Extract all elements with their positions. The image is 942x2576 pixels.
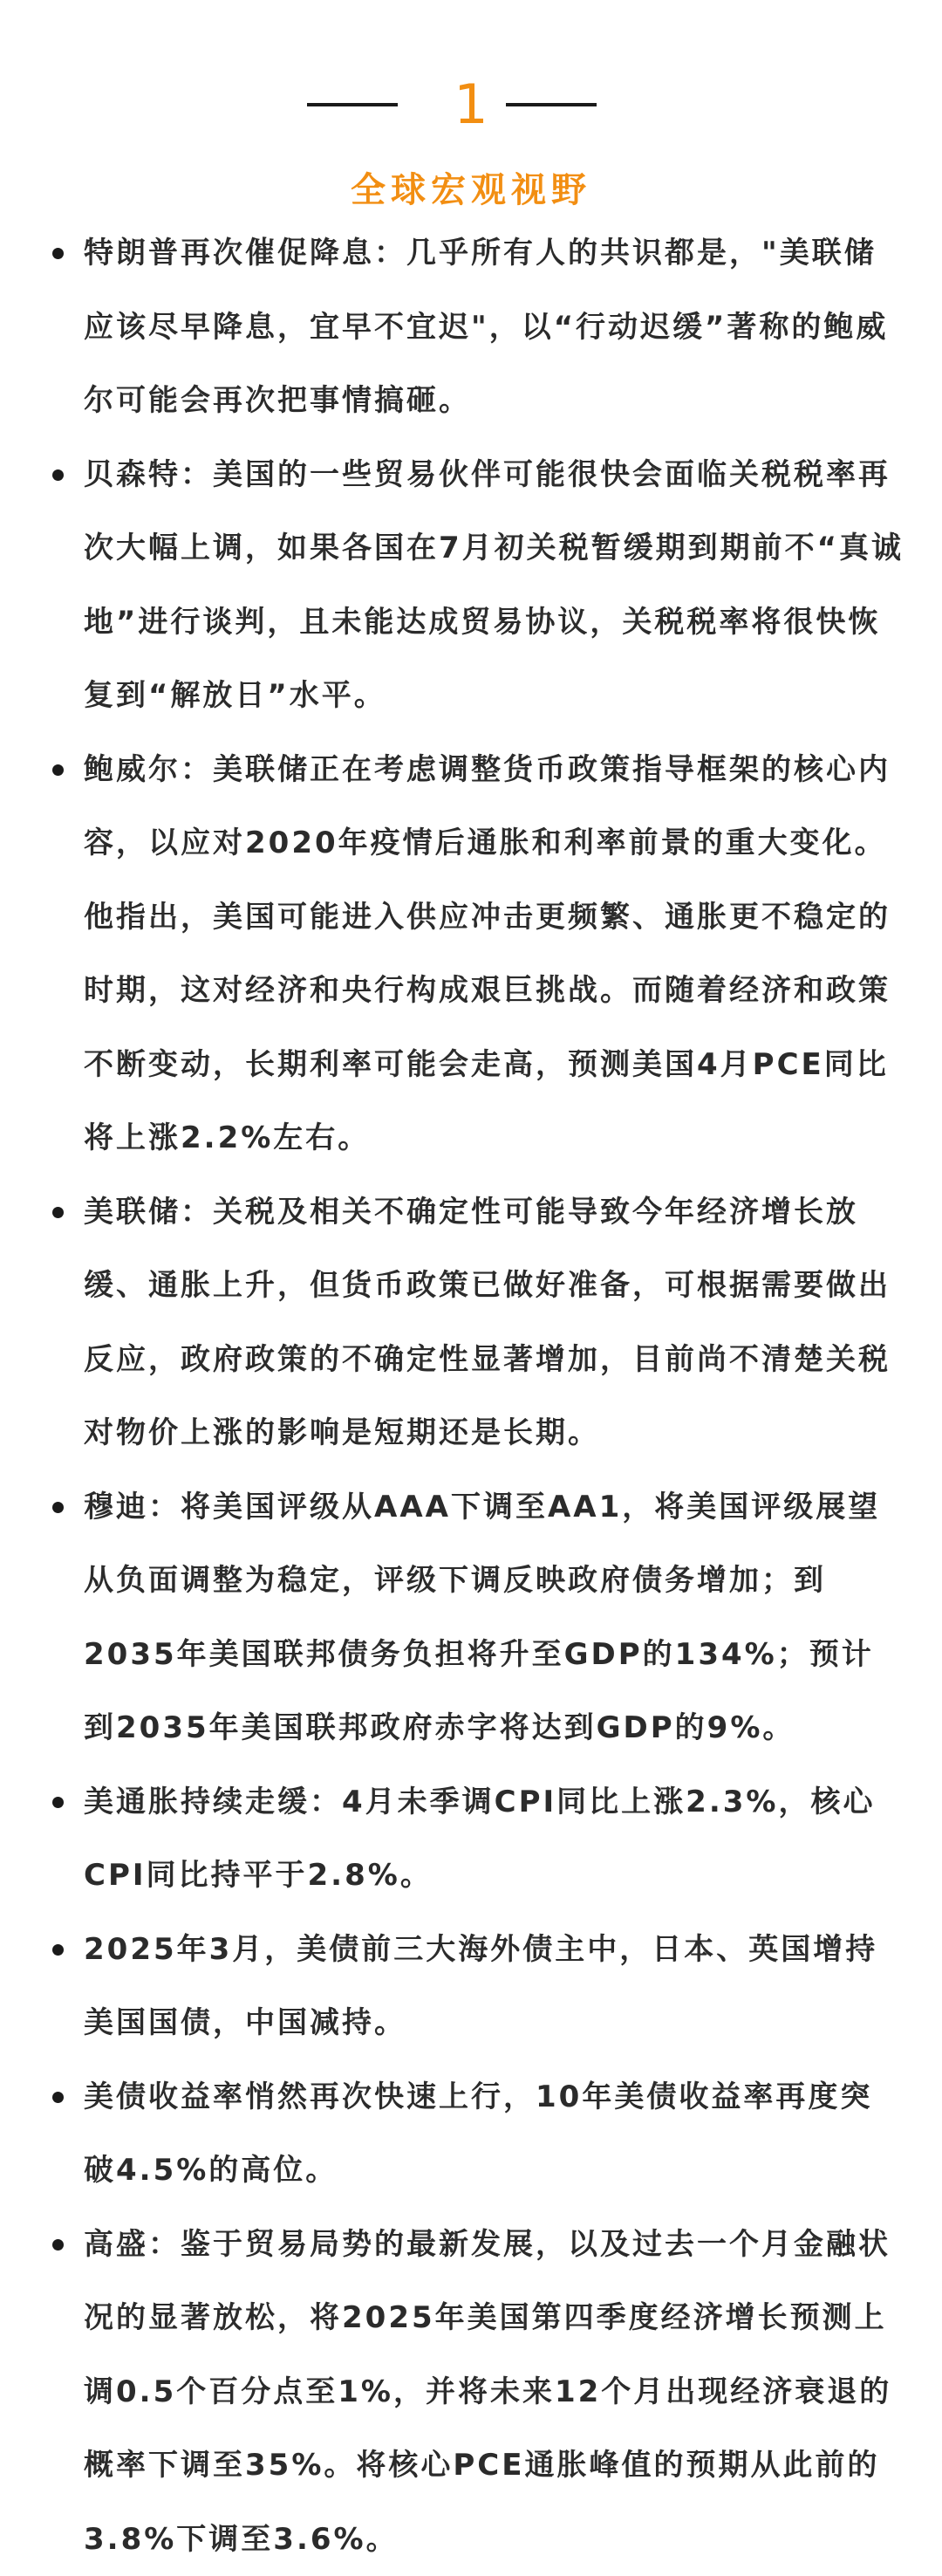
bullet-item-goldman <box>0 2208 904 2576</box>
bullet-text: 贝森特：美国的一些贸易伙伴可能很快会面临关税税率再次大幅上调，如果各国在7月初关税暂缓期到期前不“真诚地”进行谈判，且未能达成贸易协议，关税税率将很快恢复到“解放日”水平。 <box>84 457 904 714</box>
bullet-item-yields <box>0 2060 904 2208</box>
bullet-item-fed <box>0 1175 904 1470</box>
bullet-text: 美债收益率悄然再次快速上行，10年美债收益率再度突破4.5%的高位。 <box>84 2079 872 2189</box>
bullet-text: 鲍威尔：美联储正在考虑调整货币政策指导框架的核心内容，以应对2020年疫情后通胀和利率前景的重大变化。他指出，美国可能进入供应冲击更频繁、通胀更不稳定的时期，这对经济和央行构成艰巨挑战。而随着经济和政策不断变动，长期利率可能会走高，预测美国4月PCE同比将上涨2.2%左右。 <box>84 752 891 1156</box>
bullet-text: 美通胀持续走缓：4月未季调CPI同比上涨2.3%，核心CPI同比持平于2.8%。 <box>84 1785 875 1894</box>
section-title: 全球宏观视野 <box>0 162 942 218</box>
bullet-text: 2025年3月，美债前三大海外债主中，日本、英国增持美国国债，中国减持。 <box>84 1932 877 2041</box>
bullet-item-bessent <box>0 438 904 733</box>
news-bullet-list <box>0 216 942 2576</box>
bullet-dot-icon <box>52 2239 64 2251</box>
section-number: 1 <box>427 61 515 148</box>
bullet-dot-icon <box>52 764 64 776</box>
bullet-text: 穆迪：将美国评级从AAA下调至AA1，将美国评级展望从负面调整为稳定，评级下调反映政府债务增加；到2035年美国联邦债务负担将升至GDP的134%；预计到2035年美国联邦政府赤字将达到GDP的9%。 <box>84 1490 880 1746</box>
bullet-item-powell <box>0 733 904 1175</box>
bullet-item-treasury-holders <box>0 1913 904 2060</box>
right-divider-line <box>506 103 597 106</box>
bullet-dot-icon <box>52 1502 64 1513</box>
bullet-item-trump <box>0 216 904 438</box>
bullet-dot-icon <box>52 1944 64 1956</box>
bullet-dot-icon <box>52 469 64 481</box>
bullet-text: 美联储：关税及相关不确定性可能导致今年经济增长放缓、通胀上升，但货币政策已做好准备，可根据需要做出反应，政府政策的不确定性显著增加，目前尚不清楚关税对物价上涨的影响是短期还是长期。 <box>84 1195 891 1451</box>
bullet-dot-icon <box>52 1207 64 1218</box>
section-header <box>0 61 942 148</box>
bullet-dot-icon <box>52 248 64 259</box>
left-divider-line <box>307 103 398 106</box>
bullet-item-moodys <box>0 1470 904 1765</box>
bullet-dot-icon <box>52 1797 64 1808</box>
bullet-text: 高盛：鉴于贸易局势的最新发展，以及过去一个月金融状况的显著放松，将2025年美国第四季度经济增长预测上调0.5个百分点至1%，并将未来12个月出现经济衰退的概率下调至35%。将核心PCE通胀峰值的预期从此前的3.8%下调至3.6%。 <box>84 2227 891 2557</box>
bullet-item-inflation <box>0 1765 904 1913</box>
bullet-text: 特朗普再次催促降息：几乎所有人的共识都是，"美联储应该尽早降息，宜早不宜迟"，以“行动迟缓”著称的鲍威尔可能会再次把事情搞砸。 <box>84 236 888 418</box>
bullet-dot-icon <box>52 2092 64 2103</box>
